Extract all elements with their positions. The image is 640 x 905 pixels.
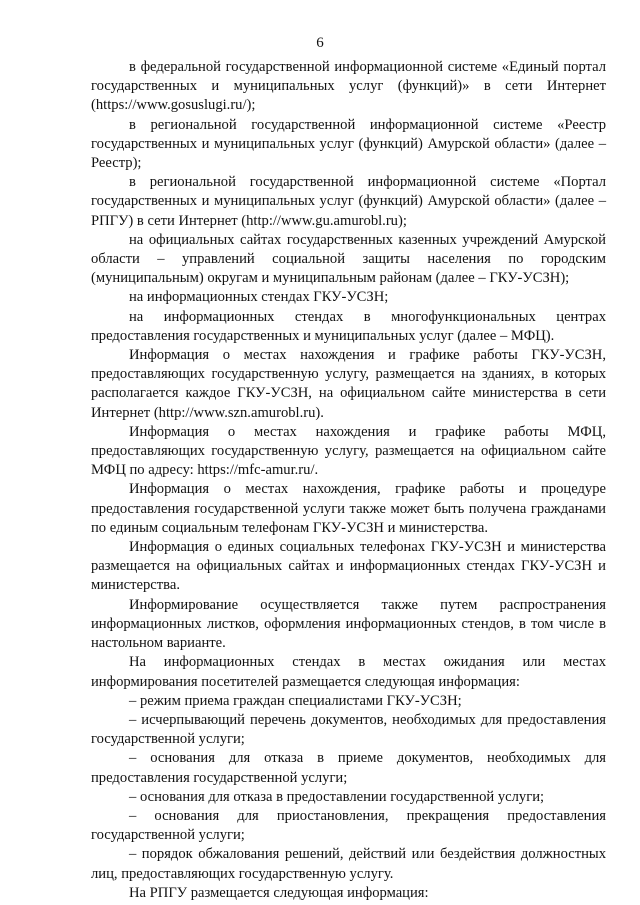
paragraph: Информация о местах нахождения, графике работы и процедуре предоставления государственной услуги также может быть получена гражданами по единым социальным телефонам ГКУ-УСЗН и министерства. [91,481,606,536]
paragraph: в региональной государственной информационной системе «Портал государственных и муниципальных услуг (функций) Амурской области» (далее – РПГУ) в сети Интернет (http://www.gu.amurobl.ru); [91,174,606,229]
list-item: – порядок обжалования решений, действий или бездействия должностных лиц, предоставляющих государственную услугу. [91,846,606,882]
list-item: – основания для отказа в предоставлении государственной услуги; [129,788,545,805]
paragraph: Информация о единых социальных телефонах ГКУ-УСЗН и министерства размещается на официальных сайтах и информационных стендах ГКУ-УСЗН и министерства. [91,539,606,594]
paragraph: На информационных стендах в местах ожидания или местах информирования посетителей размещается следующая информация: [91,654,606,690]
paragraph: Информация о местах нахождения и графике работы МФЦ, предоставляющих государственную услугу, размещается на официальном сайте МФЦ по адресу: https://mfc-amur.ru/. [91,423,606,479]
list-item: – режим приема граждан специалистами ГКУ-УСЗН; [129,692,462,709]
document-body [91,58,606,903]
list-item: – основания для приостановления, прекращения предоставления государственной услуги; [91,807,606,844]
page-number: 6 [316,35,324,51]
paragraph: Информирование осуществляется также путем распространения информационных листков, оформления информационных стендов, в том числе в настольном варианте. [91,596,606,652]
list-item: – исчерпывающий перечень документов, необходимых для предоставления государственной услуги; [91,711,606,748]
list-item: – основания для отказа в приеме документов, необходимых для предоставления государственной услуги; [91,750,606,786]
paragraph: на информационных стендах в многофункциональных центрах предоставления государственных и муниципальных услуг (далее – МФЦ). [91,308,606,344]
paragraph: Информация о местах нахождения и графике работы ГКУ-УСЗН, предоставляющих государственную услугу, размещается на зданиях, в которых располагается каждое ГКУ-УСЗН, на официальном сайте министерства в сети Интернет (http://www.szn.amurobl.ru). [91,347,606,421]
paragraph: в федеральной государственной информационной системе «Единый портал государственных и муниципальных услуг (функций)» в сети Интернет (https://www.gosuslugi.ru/); [91,59,606,114]
paragraph: На РПГУ размещается следующая информация: [129,884,429,901]
paragraph: в региональной государственной информационной системе «Реестр государственных и муниципальных услуг (функций) Амурской области» (далее – Реестр); [91,116,606,172]
paragraph: на информационных стендах ГКУ-УСЗН; [129,289,389,306]
paragraph: на официальных сайтах государственных казенных учреждений Амурской области – управлений социальной защиты населения по городским (муниципальным) округам и муниципальным районам (далее – ГКУ-УСЗН); [91,231,606,287]
